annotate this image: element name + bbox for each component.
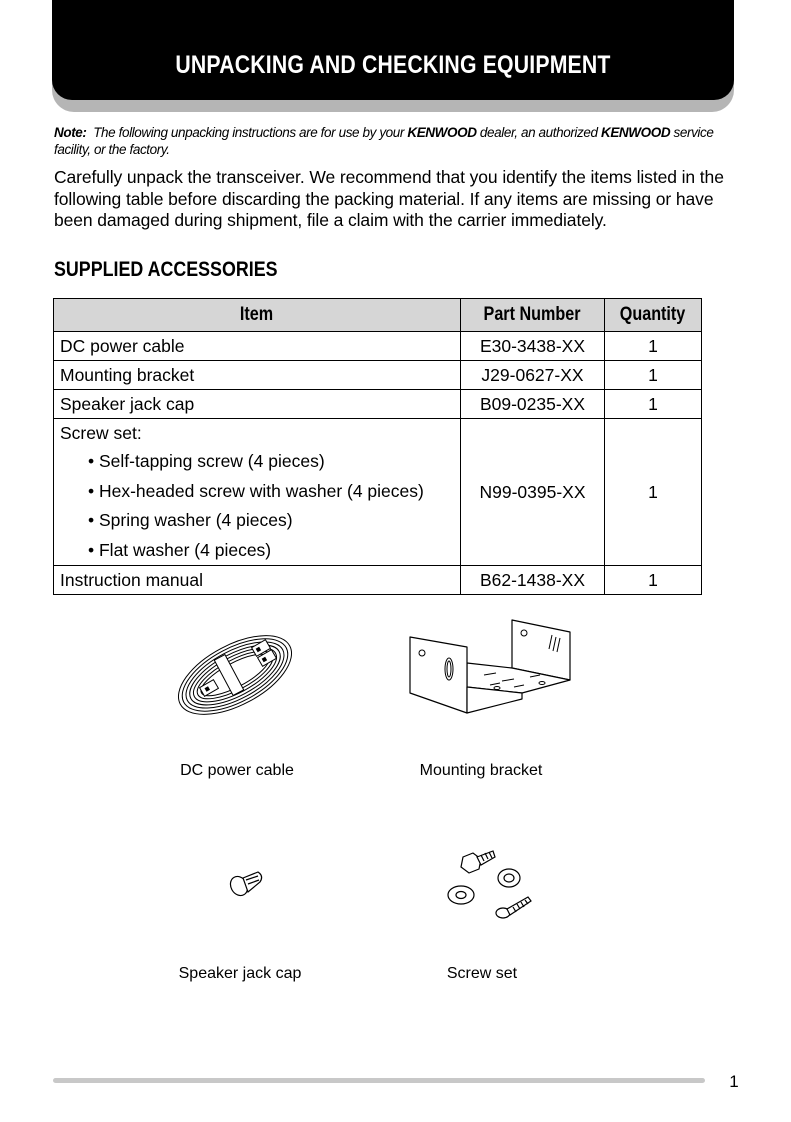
table-row [54,419,702,566]
cell-item: Instruction manual [54,566,461,595]
table-row [54,332,702,361]
page-number: 1 [729,1072,739,1091]
screw-subitem: • Hex-headed screw with washer (4 pieces) [88,480,424,501]
caption-dc-power-cable: DC power cable [180,762,294,779]
table-row [54,566,702,595]
header-quantity: Quantity [605,299,702,332]
screw-subitem: • Spring washer (4 pieces) [88,510,293,530]
accessories-table [53,298,702,595]
page-header [52,0,734,100]
note-text-1: The following unpacking instructions are for use by your [93,125,404,140]
caption-speaker-jack-cap: Speaker jack cap [178,965,302,982]
footer-rule [53,1078,705,1083]
cell-qty: 1 [605,361,702,390]
screw-subitem: • Flat washer (4 pieces) [88,539,272,560]
header-part-number: Part Number [461,299,605,332]
caption-mounting-bracket: Mounting bracket [419,762,543,779]
screw-subitem: • Self-tapping screw (4 pieces) [88,451,325,471]
note-brand-1: KENWOOD [407,125,477,140]
table-header-row [54,299,702,332]
page-title: UNPACKING AND CHECKING EQUIPMENT [175,50,611,79]
cell-item: DC power cable [54,332,461,361]
note-text-3: service facility, or the factory. [54,125,714,157]
cell-item-screw-set [54,419,461,566]
cell-part: B62-1438-XX [461,566,605,595]
cell-part: J29-0627-XX [461,361,605,390]
section-heading: SUPPLIED ACCESSORIES [54,258,278,281]
caption-screw-set: Screw set [446,965,518,982]
cell-item: Speaker jack cap [54,390,461,419]
note-label: Note: [54,125,87,140]
table-row [54,390,702,419]
cell-qty: 1 [605,332,702,361]
speaker-jack-cap-illustration [226,866,266,902]
note-paragraph [54,124,734,158]
dc-power-cable-illustration [165,615,310,720]
cell-qty: 1 [605,390,702,419]
cell-item: Mounting bracket [54,361,461,390]
mounting-bracket-illustration [402,615,577,720]
cell-part: N99-0395-XX [461,419,605,566]
cell-qty: 1 [605,566,702,595]
table-row [54,361,702,390]
screw-set-illustration [443,845,535,925]
cell-qty: 1 [605,419,702,566]
note-brand-2: KENWOOD [600,125,671,140]
header-item: Item [54,299,461,332]
cell-part: E30-3438-XX [461,332,605,361]
intro-paragraph: Carefully unpack the transceiver. We recommend that you identify the items listed in the following table before discarding the packing material. If any items are missing or have been damaged during shipment, file a claim with the carrier immediately. [54,167,724,230]
cell-part: B09-0235-XX [461,390,605,419]
screw-set-label: Screw set: [60,423,142,443]
note-text-2: dealer, an authorized [479,125,598,140]
